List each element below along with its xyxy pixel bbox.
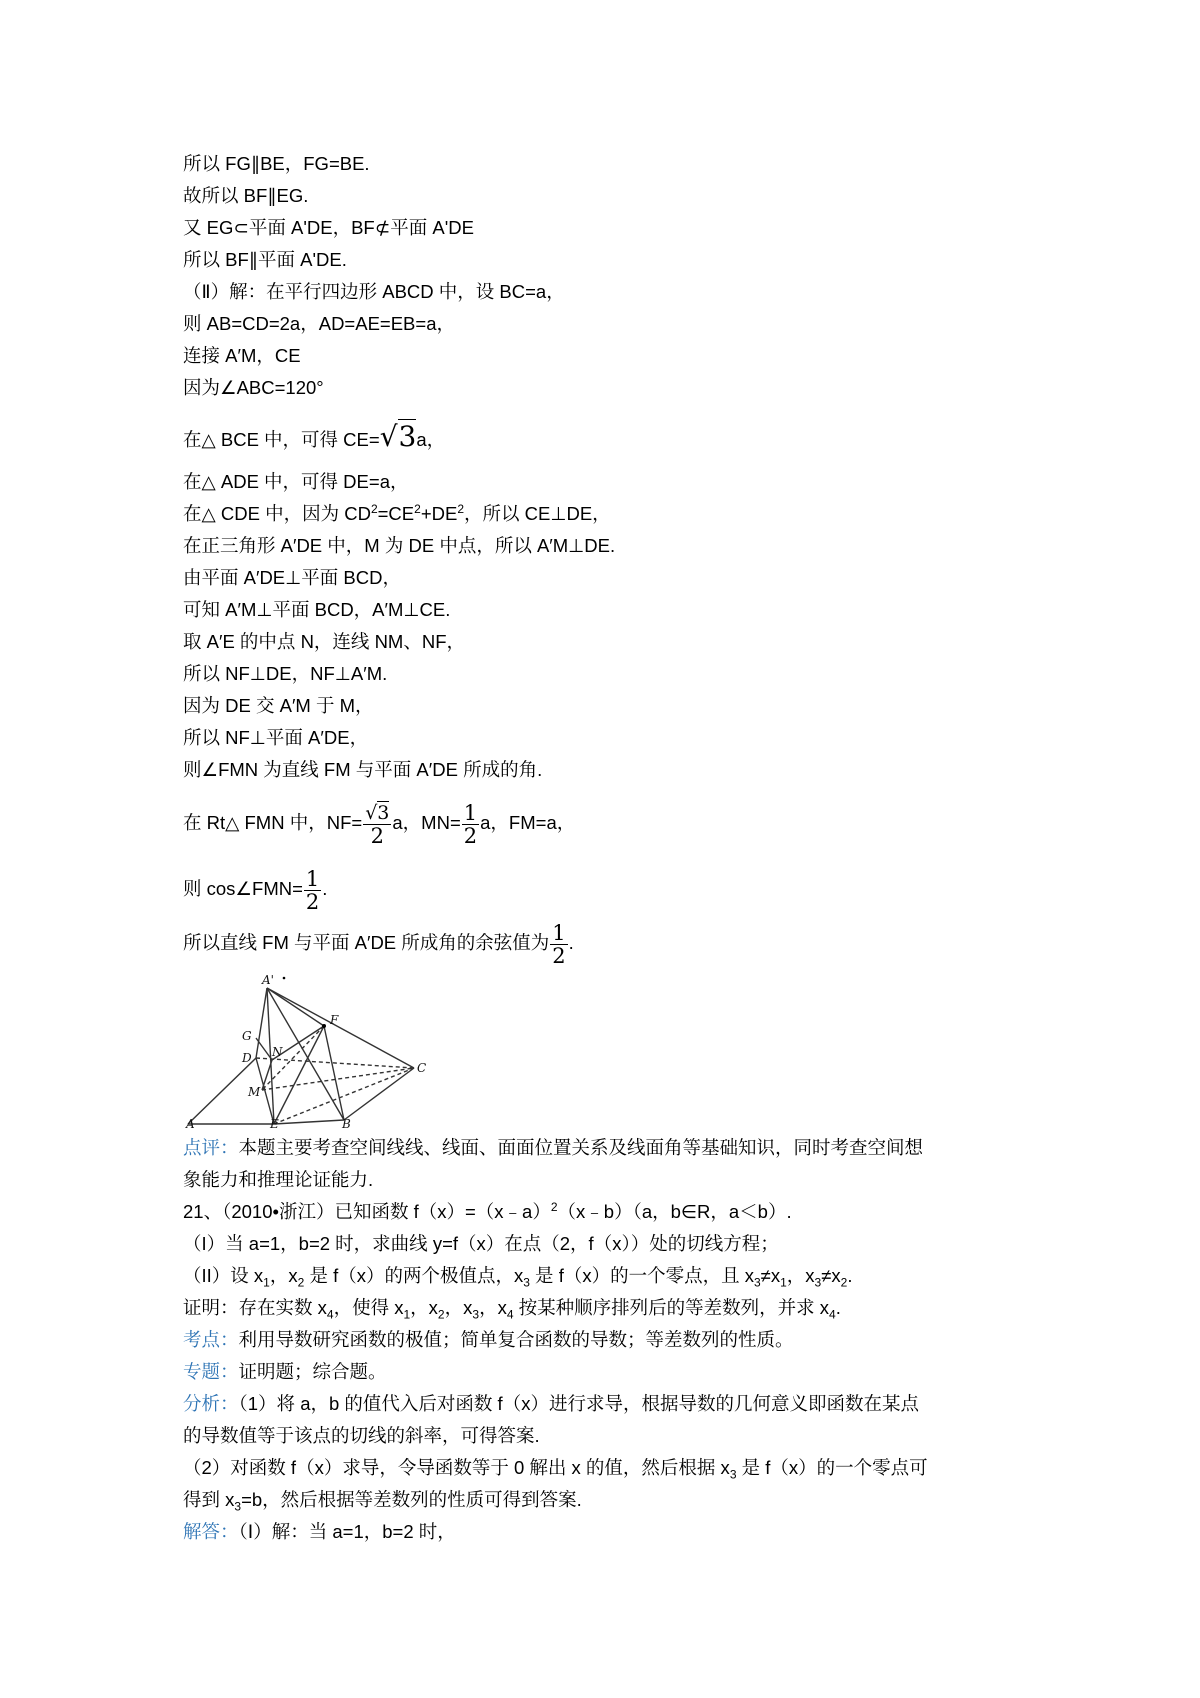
- text-line: 所以 NF⊥平面 A′DE，: [183, 727, 369, 748]
- text: ，x: [786, 1265, 815, 1286]
- edge: [324, 1026, 344, 1120]
- text-line: 连接 A′M，CE: [183, 345, 301, 366]
- subscript: 3: [814, 1275, 822, 1290]
- text: 是 f（x）的一个零点，且 x: [529, 1265, 754, 1286]
- geometry-figure: [184, 968, 430, 1128]
- jieda-line: [183, 1519, 456, 1545]
- text-line-conclusion: [183, 918, 574, 968]
- edge: [344, 1068, 414, 1120]
- text: ≠x: [760, 1265, 781, 1286]
- numerator: 1: [463, 800, 478, 825]
- label-m: M: [248, 1085, 261, 1099]
- text: 是 f（x）的两个极值点，x: [304, 1265, 524, 1286]
- label-a: A: [186, 1117, 195, 1128]
- text: （x﹣b）（a，b∈R，a＜b）.: [557, 1201, 792, 1222]
- fenxi-line-1: [183, 1391, 919, 1417]
- text-line: 象能力和推理论证能力.: [183, 1169, 374, 1190]
- text: =CE: [377, 503, 415, 524]
- text: （1）将 a，b 的值代入后对函数 f（x）进行求导，根据导数的几何意义即函数在某点: [238, 1393, 919, 1414]
- fraction-1-over-2: [462, 802, 479, 847]
- text-line: 所以 NF⊥DE，NF⊥A′M.: [183, 663, 388, 684]
- text: .: [847, 1265, 853, 1286]
- subscript: 1: [263, 1275, 270, 1290]
- denominator: 2: [305, 889, 320, 914]
- subscript: 4: [506, 1307, 514, 1322]
- text-line: （Ⅱ）解：在平行四边形 ABCD 中，设 BC=a，: [183, 281, 565, 302]
- edge: [188, 1058, 256, 1124]
- problem-part-2: [183, 1263, 852, 1289]
- zhuanti-line: [183, 1359, 387, 1385]
- text: 按某种顺序排列后的等差数列，并求 x: [513, 1297, 830, 1318]
- subscript: 4: [326, 1307, 334, 1322]
- text: （Ⅰ）解：当 a=1，b=2 时，: [238, 1521, 456, 1542]
- text: （2）对函数 f（x）求导，令导函数等于 0 解出 x 的值，然后根据 x: [183, 1457, 730, 1478]
- jieda-label: 解答：: [183, 1521, 239, 1542]
- subscript: 3: [472, 1307, 480, 1322]
- numerator: 1: [305, 866, 320, 891]
- text-line: 则 AB=CD=2a，AD=AE=EB=a，: [183, 313, 455, 334]
- text: 则 cos∠FMN=: [183, 878, 303, 899]
- denominator: 2: [552, 943, 566, 968]
- text-line-rt-fmn: [183, 798, 575, 848]
- text: 21、（2010•浙江）已知函数 f（x）=（x﹣a）: [183, 1201, 551, 1222]
- text-line-cos: [183, 864, 327, 914]
- text-line: 在△ ADE 中，可得 DE=a，: [183, 471, 409, 492]
- edge: [267, 988, 324, 1026]
- text: ≠x: [821, 1265, 841, 1286]
- text-line-cde: [183, 501, 611, 527]
- edge: [262, 1060, 272, 1090]
- label-g: G: [242, 1029, 252, 1043]
- text-line: 的导数值等于该点的切线的斜率，可得答案.: [183, 1425, 540, 1446]
- text-line: 因为∠ABC=120°: [183, 377, 324, 398]
- text: 在△ BCE 中，可得 CE=: [183, 429, 380, 450]
- subscript: 3: [523, 1275, 530, 1290]
- zhuanti-label: 专题：: [183, 1361, 239, 1382]
- text: ，x: [410, 1297, 438, 1318]
- text: a，: [416, 429, 446, 450]
- subscript: 1: [780, 1275, 787, 1290]
- text-line-ce: [183, 420, 446, 453]
- edge: [274, 1068, 414, 1124]
- point-f: [322, 1024, 326, 1028]
- denominator: 2: [463, 823, 478, 848]
- sqrt-3: √3: [379, 420, 417, 453]
- superscript: 2: [414, 501, 421, 516]
- label-f: F: [330, 1013, 339, 1027]
- text: .: [322, 878, 328, 899]
- fenxi-label: 分析：: [183, 1393, 239, 1414]
- text: 证明：存在实数 x: [183, 1297, 327, 1318]
- text: ，所以 CE⊥DE，: [464, 503, 611, 524]
- subscript: 4: [829, 1307, 836, 1322]
- text: 得到 x: [183, 1489, 235, 1510]
- text-line: 在正三角形 A′DE 中，M 为 DE 中点，所以 A′M⊥DE.: [183, 535, 616, 556]
- text-line: 由平面 A′DE⊥平面 BCD，: [183, 567, 401, 588]
- text-line: 则∠FMN 为直线 FM 与平面 A′DE 所成的角.: [183, 759, 543, 780]
- review-line-1: [183, 1135, 923, 1161]
- edge: [274, 1120, 344, 1124]
- edge: [274, 1026, 324, 1124]
- fenxi-line-3: [183, 1455, 928, 1481]
- superscript: 2: [550, 1199, 558, 1214]
- text: .: [835, 1297, 841, 1318]
- text: 所以直线 FM 与平面 A′DE 所成角的余弦值为: [183, 932, 550, 953]
- text-line: 取 A′E 的中点 N，连线 NM、NF，: [183, 631, 465, 652]
- text: 证明题；综合题。: [238, 1361, 387, 1382]
- text: 在 Rt△ FMN 中，NF=: [183, 812, 363, 833]
- text: +DE: [420, 503, 458, 524]
- text: 本题主要考查空间线线、线面、面面位置关系及线面角等基础知识，同时考查空间想: [238, 1137, 924, 1158]
- text: ，使得 x: [333, 1297, 404, 1318]
- label-n: N: [272, 1045, 283, 1059]
- numerator: √3: [365, 801, 390, 824]
- text: 是 f（x）的一个零点可: [736, 1457, 928, 1478]
- text: 利用导数研究函数的极值；简单复合函数的导数；等差数列的性质。: [238, 1329, 794, 1350]
- text: ，x: [479, 1297, 507, 1318]
- text-line: 因为 DE 交 A′M 于 M，: [183, 695, 374, 716]
- text-line: 故所以 BF∥EG.: [183, 185, 309, 206]
- edge: [262, 1068, 414, 1090]
- text-line: 所以 BF∥平面 A'DE.: [183, 249, 347, 270]
- text-line: 又 EG⊂平面 A'DE，BF⊄平面 A'DE: [183, 217, 474, 238]
- text-line: （I）当 a=1，b=2 时，求曲线 y=f（x）在点（2，f（x））处的切线方程；: [183, 1233, 779, 1254]
- label-e: E: [270, 1117, 279, 1128]
- kaodian-label: 考点：: [183, 1329, 239, 1350]
- label-d: D: [242, 1051, 252, 1065]
- subscript: 1: [403, 1307, 411, 1322]
- text: a，FM=a，: [480, 812, 576, 833]
- edge: [256, 1058, 414, 1068]
- radicand: 3: [377, 801, 390, 824]
- subscript: 3: [729, 1467, 737, 1482]
- text: ，x: [444, 1297, 473, 1318]
- subscript: 2: [297, 1275, 305, 1290]
- text-line: 所以 FG∥BE，FG=BE.: [183, 153, 370, 174]
- edge: [256, 988, 267, 1058]
- subscript: 3: [753, 1275, 761, 1290]
- text: ，x: [269, 1265, 298, 1286]
- superscript: 2: [370, 501, 378, 516]
- superscript: 2: [457, 501, 465, 516]
- problem-21-title: [183, 1199, 792, 1225]
- fraction-sqrt3-over-2: [363, 802, 391, 847]
- edge: [267, 988, 414, 1068]
- subscript: 3: [234, 1499, 242, 1514]
- subscript: 2: [840, 1275, 848, 1290]
- text: .: [568, 932, 574, 953]
- fraction-1-over-2: [550, 922, 567, 967]
- numerator: 1: [552, 920, 566, 945]
- fenxi-line-4: [183, 1487, 582, 1513]
- kaodian-line: [183, 1327, 794, 1353]
- label-b: B: [342, 1117, 351, 1128]
- point-dot: [283, 977, 286, 980]
- subscript: 2: [437, 1307, 445, 1322]
- fraction-1-over-2: [304, 868, 321, 913]
- label-c: C: [417, 1061, 427, 1075]
- review-label: 点评：: [183, 1137, 239, 1158]
- text: a，MN=: [392, 812, 461, 833]
- text: 在△ CDE 中，因为 CD: [183, 503, 371, 524]
- text: =b，然后根据等差数列的性质可得到答案.: [241, 1489, 582, 1510]
- problem-proof: [183, 1295, 841, 1321]
- text-line: 可知 A′M⊥平面 BCD，A′M⊥CE.: [183, 599, 451, 620]
- label-a-prime: A': [262, 973, 274, 987]
- text: （II）设 x: [183, 1265, 264, 1286]
- denominator: 2: [370, 823, 384, 848]
